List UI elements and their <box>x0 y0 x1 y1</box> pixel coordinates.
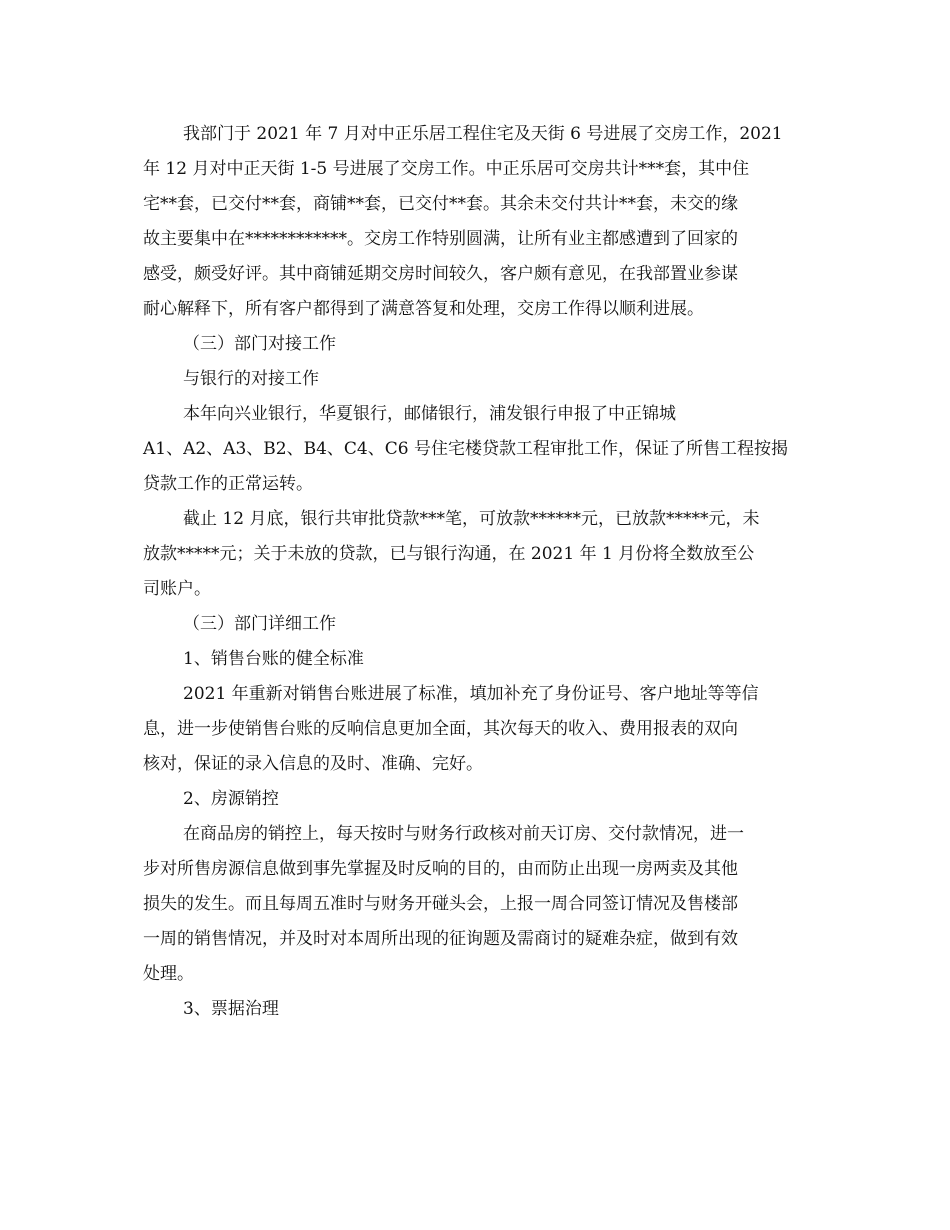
paragraph-line: 2021 年重新对销售台账进展了标准，填加补充了身份证号、客户地址等等信 <box>183 684 759 704</box>
paragraph-line: 放款*****元；关于未放的贷款，已与银行沟通，在 2021 年 1 月份将全数放至公 <box>143 544 755 564</box>
paragraph-line: 故主要集中在************。交房工作特别圆满，让所有业主都感遭到了回家的 <box>143 229 738 249</box>
subsection-heading: 与银行的对接工作 <box>183 369 319 389</box>
paragraph-line: 司账户。 <box>143 579 211 599</box>
paragraph-line: 息，进一步使销售台账的反响信息更加全面，其次每天的收入、费用报表的双向 <box>143 719 738 739</box>
document-body <box>143 117 808 1027</box>
paragraph-line: 年 12 月对中正天街 1-5 号进展了交房工作。中正乐居可交房共计***套，其中住 <box>143 159 750 179</box>
paragraph-line: 贷款工作的正常运转。 <box>143 474 313 494</box>
paragraph-line: 宅**套，已交付**套，商铺**套，已交付**套。其余未交付共计**套，未交的缘 <box>143 194 738 214</box>
section-heading: （三）部门详细工作 <box>183 614 336 634</box>
paragraph-line: A1、A2、A3、B2、B4、C4、C6 号住宅楼贷款工程审批工作，保证了所售工程按揭 <box>143 439 788 459</box>
paragraph-line: 感受，颇受好评。其中商铺延期交房时间较久，客户颇有意见，在我部置业参谋 <box>143 264 738 284</box>
paragraph-line: 步对所售房源信息做到事先掌握及时反响的目的，由而防止出现一房两卖及其他 <box>143 859 738 879</box>
section-heading: （三）部门对接工作 <box>183 334 336 354</box>
paragraph-line: 核对，保证的录入信息的及时、准确、完好。 <box>143 754 483 774</box>
paragraph-line: 一周的销售情况，并及时对本周所出现的征询题及需商讨的疑难杂症，做到有效 <box>143 929 738 949</box>
paragraph-line: 在商品房的销控上，每天按时与财务行政核对前天订房、交付款情况，进一 <box>183 824 744 844</box>
subsection-heading: 2、房源销控 <box>183 789 279 809</box>
subsection-heading: 1、销售台账的健全标准 <box>183 649 364 669</box>
paragraph-line: 损失的发生。而且每周五准时与财务开碰头会，上报一周合同签订情况及售楼部 <box>143 894 738 914</box>
paragraph-line: 我部门于 2021 年 7 月对中正乐居工程住宅及天街 6 号进展了交房工作，2021 <box>183 124 783 144</box>
subsection-heading: 3、票据治理 <box>183 999 279 1019</box>
paragraph-line: 截止 12 月底，银行共审批贷款***笔，可放款******元，已放款*****元，未 <box>183 509 760 529</box>
paragraph-line: 耐心解释下，所有客户都得到了满意答复和处理，交房工作得以顺利进展。 <box>143 299 704 319</box>
paragraph-line: 处理。 <box>143 964 194 984</box>
paragraph-line: 本年向兴业银行，华夏银行，邮储银行，浦发银行申报了中正锦城 <box>183 404 676 424</box>
